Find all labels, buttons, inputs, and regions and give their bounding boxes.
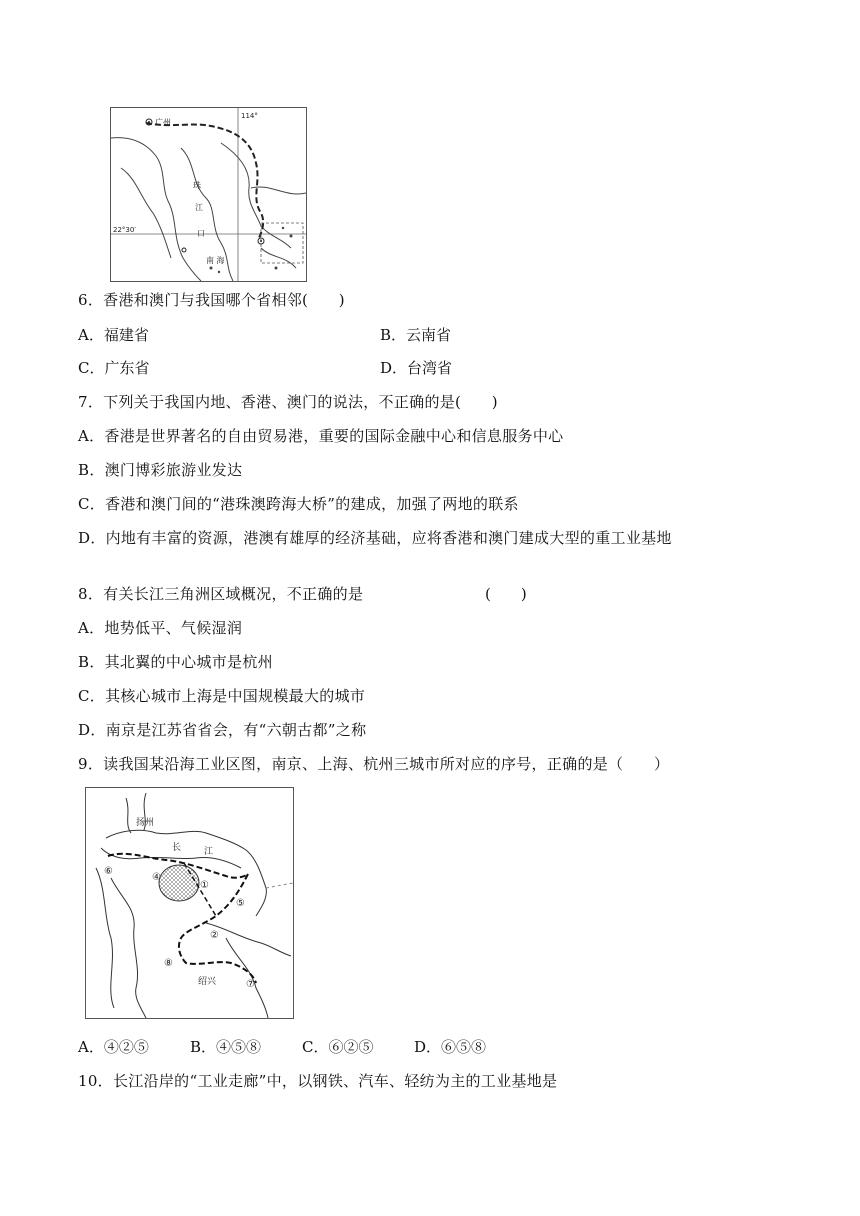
chang-label: 长: [172, 843, 182, 853]
jiang-label-map2: 江: [204, 847, 214, 857]
q6-option-d: D．台湾省: [380, 359, 453, 377]
q6-option-a: A．福建省: [78, 326, 149, 344]
q9-option-a: A．④②⑤: [78, 1038, 149, 1056]
q8-option-c: C．其核心城市上海是中国规模最大的城市: [78, 687, 366, 705]
q9-option-d: D．⑥⑤⑧: [414, 1038, 487, 1056]
kou-label: 口: [197, 229, 205, 238]
q8-answer-paren: ( ): [485, 585, 527, 603]
latitude-label: 22°30′: [113, 226, 136, 234]
q9-stem: 9．读我国某沿海工业区图，南京、上海、杭州三城市所对应的序号，正确的是（ ）: [78, 755, 670, 773]
shaoxing-label: 绍兴: [198, 977, 217, 987]
q7-stem: 7．下列关于我国内地、香港、澳门的说法，不正确的是( ): [78, 393, 498, 411]
q8-option-b: B．其北翼的中心城市是杭州: [78, 653, 273, 671]
q8-option-a: A．地势低平、气候湿润: [78, 619, 243, 637]
marker-5: ⑤: [236, 898, 245, 909]
q6-option-c: C．广东省: [78, 359, 150, 377]
yangzhou-label: 扬州: [136, 818, 155, 828]
yangtze-delta-map: [85, 787, 294, 1019]
jiang-label: 江: [195, 203, 203, 212]
marker-4: ④: [152, 872, 161, 883]
longitude-label: 114°: [241, 112, 258, 120]
q7-option-b: B．澳门博彩旅游业发达: [78, 461, 243, 479]
marker-7: ⑦: [246, 979, 255, 990]
q9-option-c: C．⑥②⑤: [302, 1038, 374, 1056]
marker-2: ②: [210, 930, 219, 941]
nanhai-label: 南 海: [206, 256, 225, 265]
q10-stem: 10．长江沿岸的“工业走廊”中，以钢铁、汽车、轻纺为主的工业基地是: [78, 1072, 558, 1090]
marker-8: ⑧: [164, 958, 173, 969]
guangzhou-label: 广州: [155, 118, 171, 127]
q8-option-d: D．南京是江苏省省会，有“六朝古都”之称: [78, 721, 367, 739]
q6-stem: 6．香港和澳门与我国哪个省相邻( ): [78, 291, 345, 309]
q7-option-d: D．内地有丰富的资源，港澳有雄厚的经济基础，应将香港和澳门建成大型的重工业基地: [78, 529, 672, 547]
pearl-river-delta-map: [110, 107, 307, 282]
q6-option-b: B．云南省: [380, 326, 452, 344]
q8-stem: 8．有关长江三角洲区域概况，不正确的是: [78, 585, 364, 603]
marker-6: ⑥: [104, 866, 113, 877]
q7-option-a: A．香港是世界著名的自由贸易港，重要的国际金融中心和信息服务中心: [78, 427, 564, 445]
zhu-label: 珠: [193, 181, 201, 190]
marker-1: ①: [200, 880, 209, 891]
q7-option-c: C．香港和澳门间的“港珠澳跨海大桥”的建成，加强了两地的联系: [78, 495, 519, 513]
q9-option-b: B．④⑤⑧: [190, 1038, 262, 1056]
